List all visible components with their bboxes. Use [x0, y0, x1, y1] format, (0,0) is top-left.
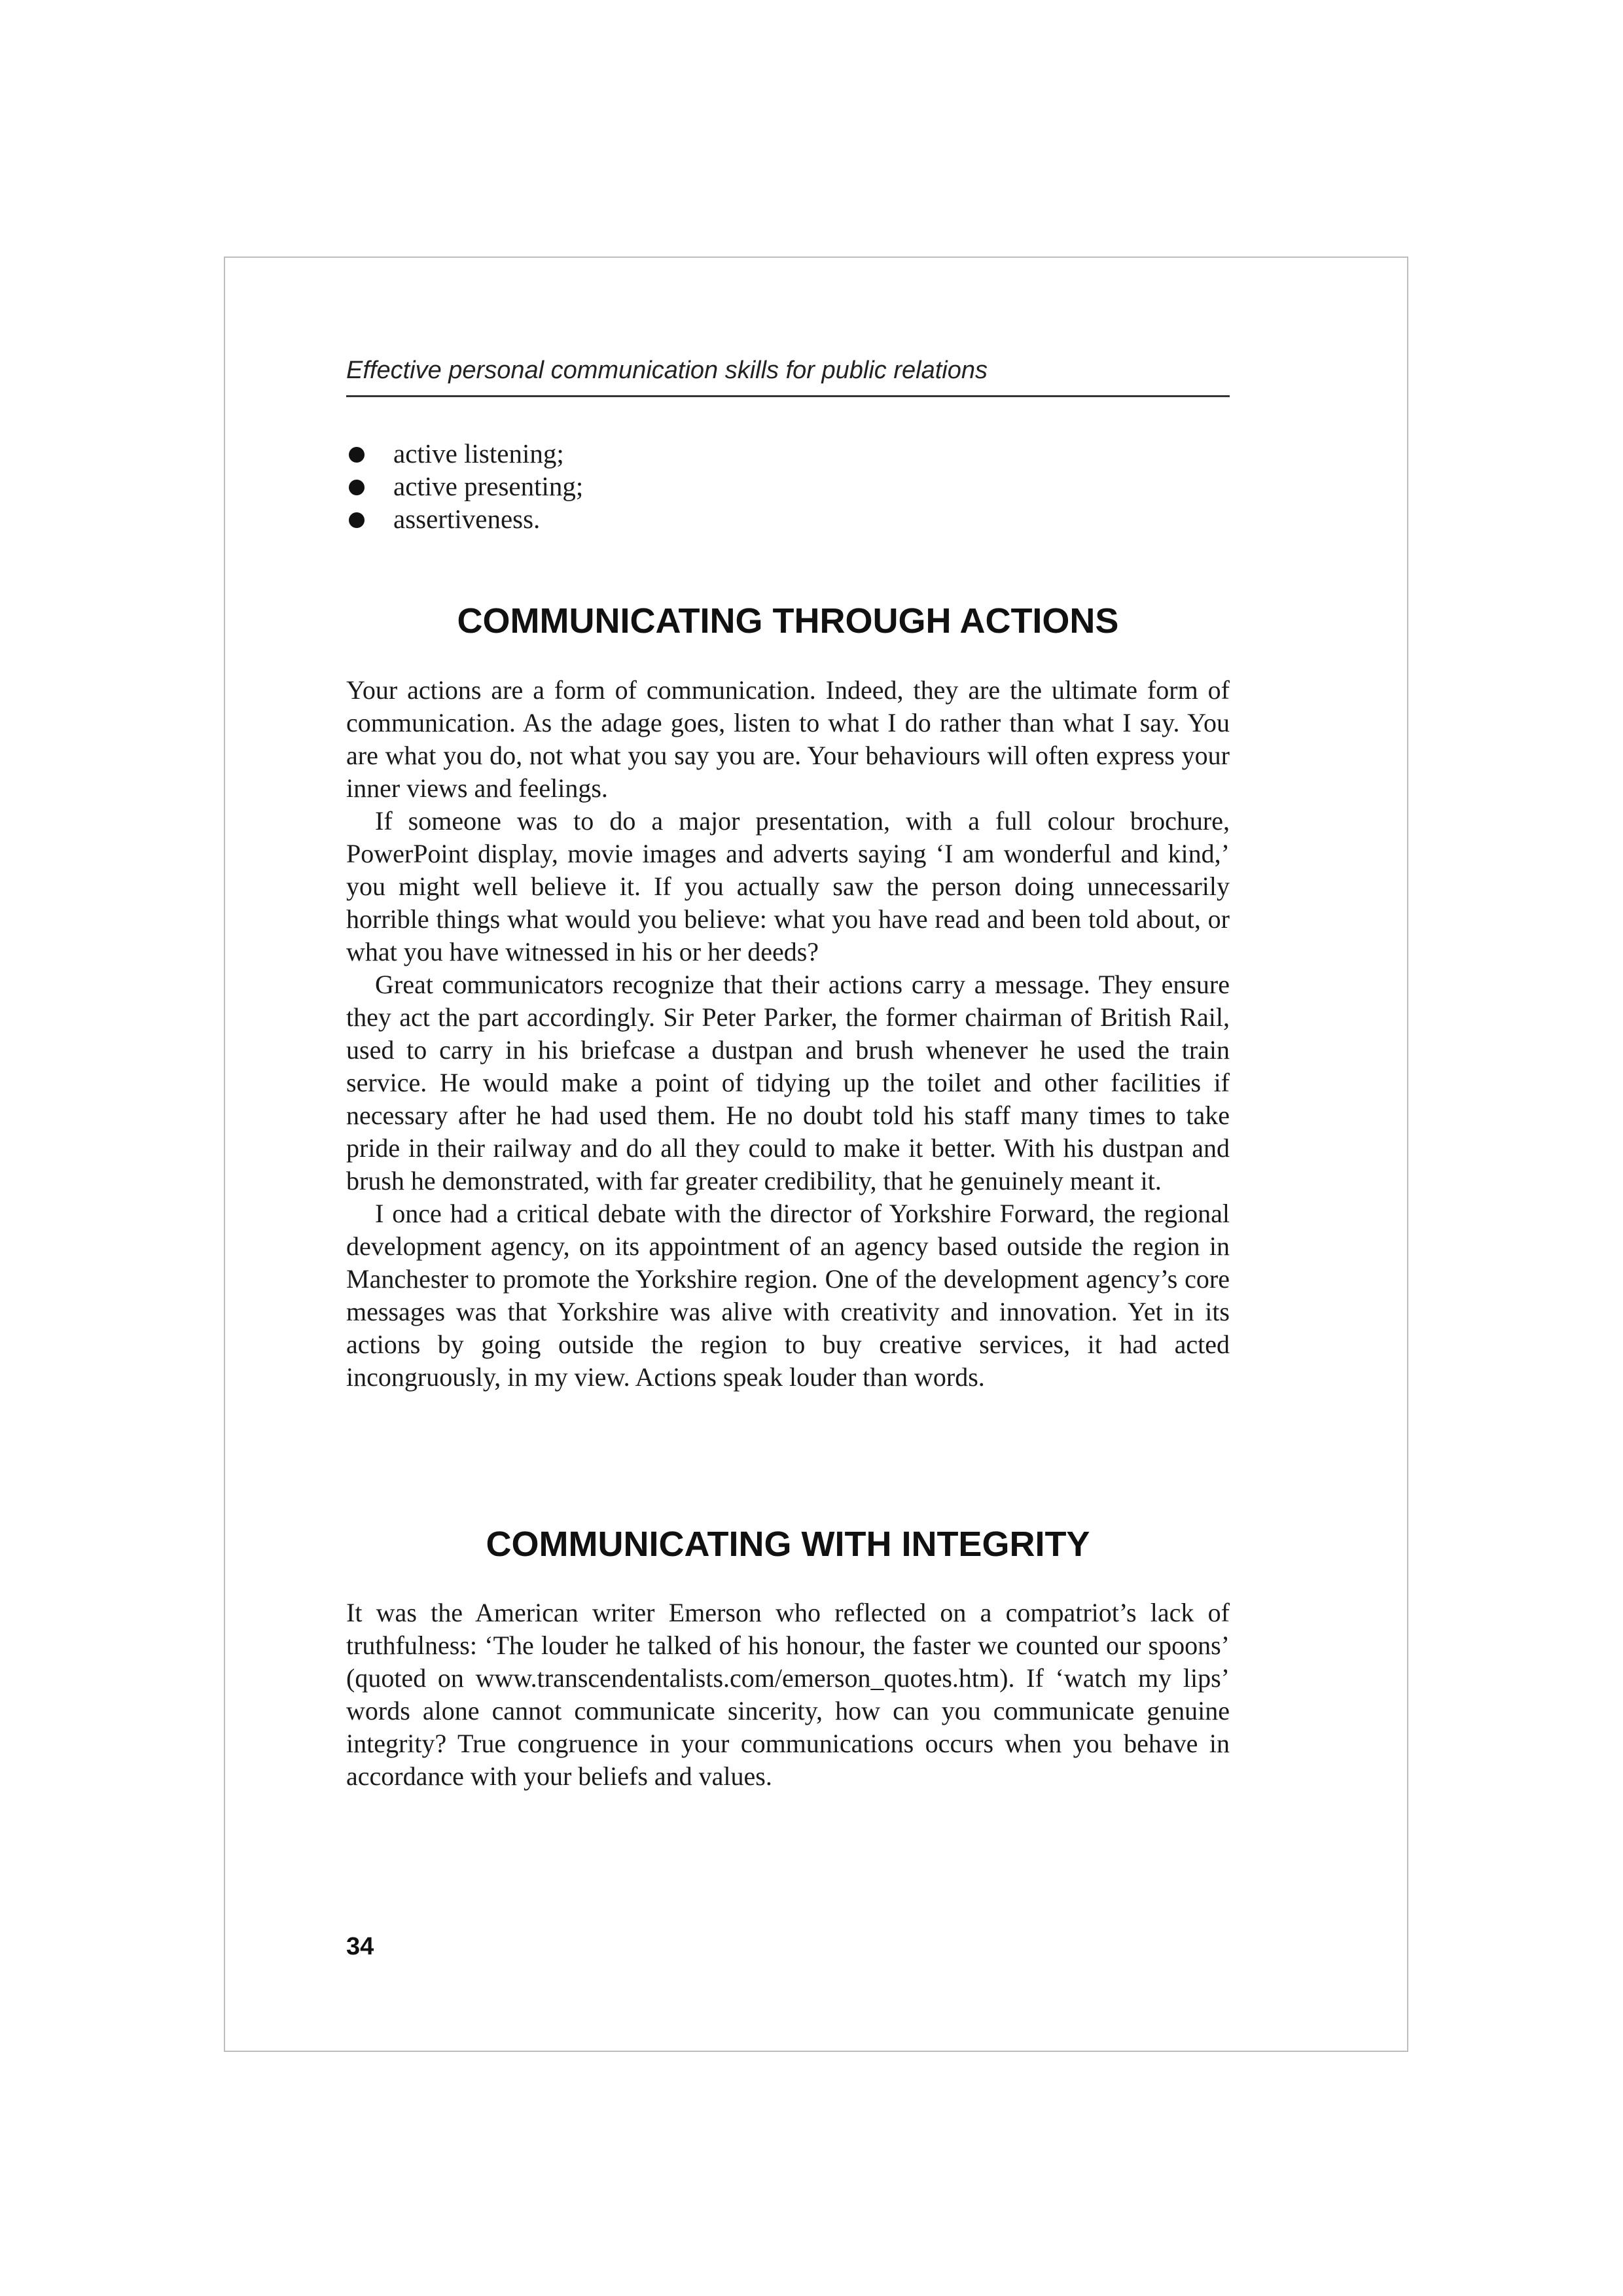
page-number: 34 [346, 1933, 374, 1960]
bullet-item [346, 470, 1230, 503]
paragraph: If someone was to do a major presentation, with a full colour brochure, PowerPoint display, movie images and adverts saying ‘I am wonderful and kind,’ you might well believe it. If you actually saw the person doing unnecessarily horrible things what would you believe: what you have read and been told about, or what you have witnessed in his or her deeds? [346, 806, 1230, 966]
bullet-icon [349, 512, 365, 528]
bullet-text: assertiveness. [393, 504, 541, 534]
running-head: Effective personal communication skills for public relations [346, 357, 988, 384]
paragraph: I once had a critical debate with the director of Yorkshire Forward, the regional development agency, on its appointment of an agency based outside the region in Manchester to promote the Yorkshire region. One of the development agency’s core messages was that Yorkshire was alive with creativity and innovation. Yet in its actions by going outside the region to buy creative services, it had acted incongruously, in my view. Actions speak louder than words. [346, 1199, 1230, 1392]
section-heading-actions: COMMUNICATING THROUGH ACTIONS [457, 601, 1119, 641]
paragraph: It was the American writer Emerson who reflected on a compatriot’s lack of truthfulness: ‘The louder he talked of his honour, the faster we counted our spoons’ (quoted on www.transcendentalists.com/emerson_quotes.htm). If ‘watch my lips’ words alone cannot communicate sincerity, how can you communicate genuine integrity? True congruence in your communications occurs when you behave in accordance with your beliefs and values. [346, 1598, 1230, 1791]
section-body-actions [346, 674, 1230, 1394]
section-heading-integrity: COMMUNICATING WITH INTEGRITY [486, 1525, 1090, 1564]
bullet-text: active listening; [393, 438, 564, 468]
bullet-item [346, 503, 1230, 535]
bullet-list [346, 437, 1230, 535]
bullet-text: active presenting; [393, 471, 584, 501]
bullet-icon [349, 480, 365, 495]
header-rule [346, 395, 1230, 397]
section-body-integrity [346, 1597, 1230, 1793]
paragraph: Great communicators recognize that their actions carry a message. They ensure they act the part accordingly. Sir Peter Parker, the former chairman of British Rail, used to carry in his briefcase a dustpan and brush whenever he used the train service. He would make a point of tidying up the toilet and other facilities if necessary after he had used them. He no doubt told his staff many times to take pride in their railway and do all they could to make it better. With his dustpan and brush he demonstrated, with far greater credibility, that he genuinely meant it. [346, 970, 1230, 1195]
bullet-item [346, 437, 1230, 470]
paragraph: Your actions are a form of communication. Indeed, they are the ultimate form of communication. As the adage goes, listen to what I do rather than what I say. You are what you do, not what you say you are. Your behaviours will often express your inner views and feelings. [346, 675, 1230, 803]
bullet-icon [349, 447, 365, 463]
